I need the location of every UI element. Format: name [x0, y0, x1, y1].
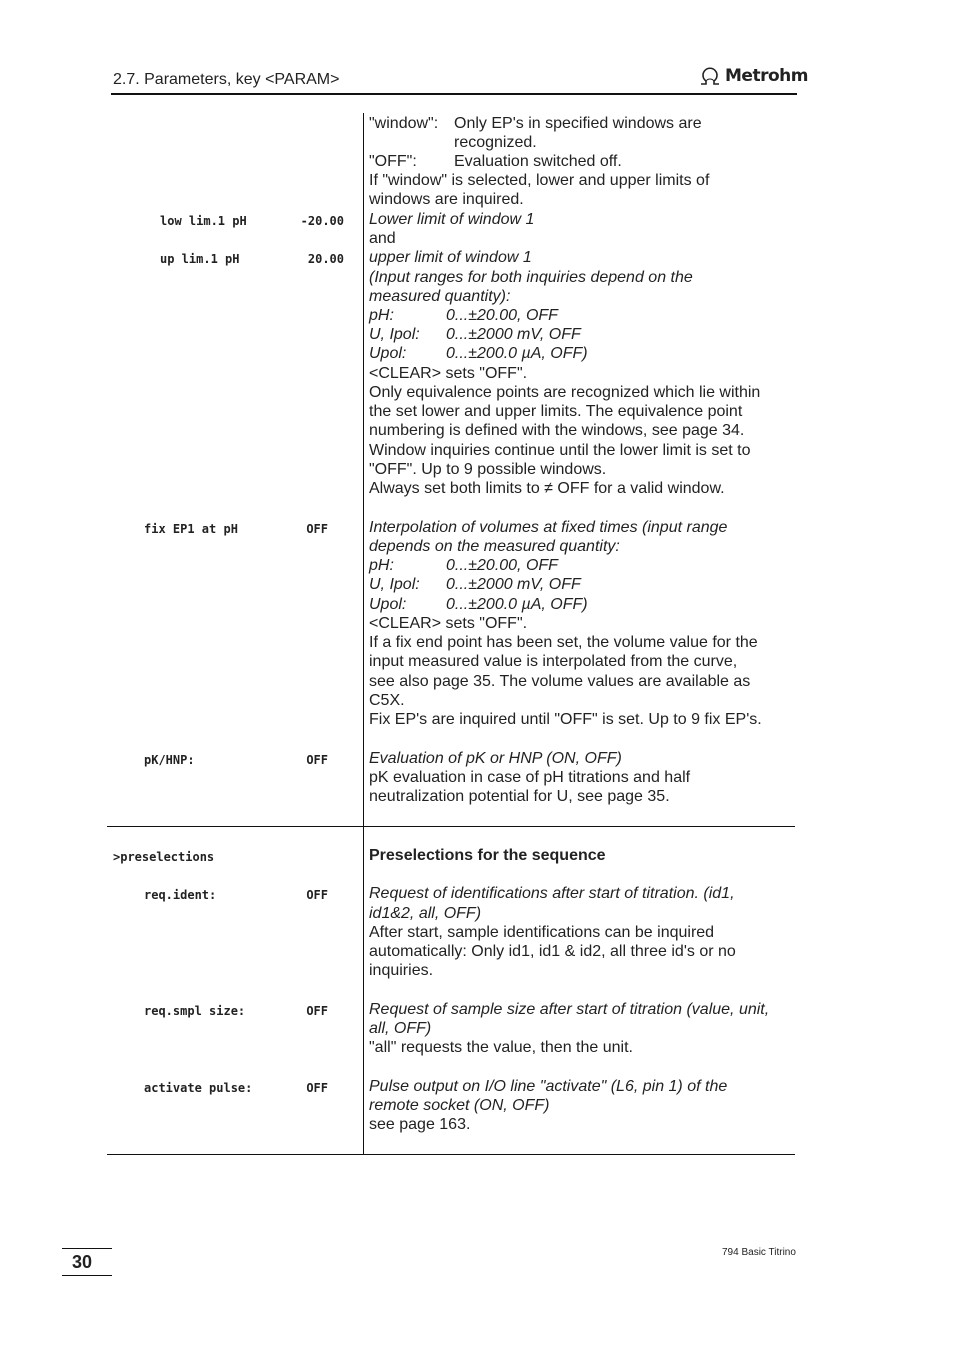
preselections-heading: Preselections for the sequence: [369, 847, 606, 864]
paragraph-line: Always set both limits to ≠ OFF for a valid window.: [369, 480, 725, 497]
product-name: 794 Basic Titrino: [722, 1247, 796, 1258]
range-line: U, Ipol: 0...±2000 mV, OFF: [369, 326, 581, 343]
param-req-ident: req.ident:: [144, 888, 217, 902]
paragraph-line: remote socket (ON, OFF): [369, 1097, 550, 1114]
param-preselections: >preselections: [113, 850, 215, 864]
param-fix-ep: fix EP1 at pH: [144, 522, 238, 536]
range-line: Upol: 0...±200.0 µA, OFF): [369, 345, 588, 362]
param-up-lim: up lim.1 pH: [160, 252, 240, 266]
param-pk-hnp: pK/HNP:: [144, 753, 195, 767]
window-line-2: recognized.: [454, 134, 537, 151]
paragraph-line: "OFF". Up to 9 possible windows.: [369, 461, 607, 478]
param-req-ident-value: OFF: [306, 888, 328, 902]
paragraph-line: and: [369, 230, 396, 247]
paragraph-line: Fix EP's are inquired until "OFF" is set. Up to 9 fix EP's.: [369, 711, 762, 728]
paragraph-line: If "window" is selected, lower and upper limits of: [369, 172, 710, 189]
paragraph-line: input measured value is interpolated from the curve,: [369, 653, 738, 670]
paragraph-line: numbering is defined with the windows, see page 34.: [369, 422, 745, 439]
range-line: pH: 0...±20.00, OFF: [369, 307, 558, 324]
paragraph-line: neutralization potential for U, see page 35.: [369, 788, 670, 805]
paragraph-line: Only equivalence points are recognized which lie within: [369, 384, 761, 401]
paragraph-line: <CLEAR> sets "OFF".: [369, 365, 528, 382]
window-line: "window": Only EP's in specified windows are: [369, 115, 702, 132]
off-line: "OFF": Evaluation switched off.: [369, 153, 622, 170]
paragraph-line: Request of sample size after start of titration (value, unit,: [369, 1001, 770, 1018]
param-req-smpl-value: OFF: [306, 1004, 328, 1018]
column-divider: [363, 113, 364, 1155]
table-bottom-rule: [107, 1154, 795, 1155]
page-number: 30: [72, 1252, 93, 1272]
metrohm-logo: [698, 66, 808, 86]
range-line: Upol: 0...±200.0 µA, OFF): [369, 596, 588, 613]
paragraph-line: "all" requests the value, then the unit.: [369, 1039, 633, 1056]
paragraph-line: see page 163.: [369, 1116, 471, 1133]
paragraph-line: Interpolation of volumes at fixed times (input range: [369, 519, 728, 536]
paragraph-line: Window inquiries continue until the lower limit is set to: [369, 442, 751, 459]
param-low-lim-value: -20.00: [300, 214, 344, 228]
paragraph-line: (Input ranges for both inquiries depend on the: [369, 269, 693, 286]
footer-rule-top: [62, 1248, 112, 1249]
paragraph-line: Pulse output on I/O line "activate" (L6, pin 1) of the: [369, 1078, 728, 1095]
footer-rule-bottom: [62, 1275, 112, 1276]
paragraph-line: Evaluation of pK or HNP (ON, OFF): [369, 750, 622, 767]
param-activate-pulse-value: OFF: [306, 1081, 328, 1095]
param-fix-ep-value: OFF: [306, 522, 328, 536]
paragraph-line: Request of identifications after start of titration. (id1,: [369, 885, 735, 902]
section-divider: [107, 826, 795, 827]
param-low-lim: low lim.1 pH: [160, 214, 247, 228]
paragraph-line: upper limit of window 1: [369, 249, 532, 266]
param-up-lim-value: 20.00: [307, 252, 344, 266]
paragraph-line: see also page 35. The volume values are available as: [369, 673, 751, 690]
paragraph-line: <CLEAR> sets "OFF".: [369, 615, 528, 632]
paragraph-line: windows are inquired.: [369, 191, 524, 208]
param-activate-pulse: activate pulse:: [144, 1081, 253, 1095]
param-pk-hnp-value: OFF: [306, 753, 328, 767]
range-line: pH: 0...±20.00, OFF: [369, 557, 558, 574]
paragraph-line: automatically: Only id1, id1 & id2, all three id's or no: [369, 943, 736, 960]
paragraph-line: measured quantity):: [369, 288, 511, 305]
paragraph-line: inquiries.: [369, 962, 434, 979]
logo-text: Metrohm: [725, 66, 808, 86]
paragraph-line: id1&2, all, OFF): [369, 905, 482, 922]
paragraph-line: After start, sample identifications can be inquired: [369, 924, 715, 941]
param-req-smpl: req.smpl size:: [144, 1004, 246, 1018]
paragraph-line: depends on the measured quantity:: [369, 538, 620, 555]
paragraph-line: the set lower and upper limits. The equivalence point: [369, 403, 743, 420]
omega-icon: [698, 66, 722, 86]
paragraph-line: pK evaluation in case of pH titrations and half: [369, 769, 691, 786]
paragraph-line: all, OFF): [369, 1020, 432, 1037]
section-title: 2.7. Parameters, key <PARAM>: [113, 71, 340, 88]
paragraph-line: Lower limit of window 1: [369, 211, 535, 228]
range-line: U, Ipol: 0...±2000 mV, OFF: [369, 576, 581, 593]
header-rule: [111, 93, 797, 95]
paragraph-line: C5X.: [369, 692, 405, 709]
paragraph-line: If a fix end point has been set, the volume value for the: [369, 634, 758, 651]
